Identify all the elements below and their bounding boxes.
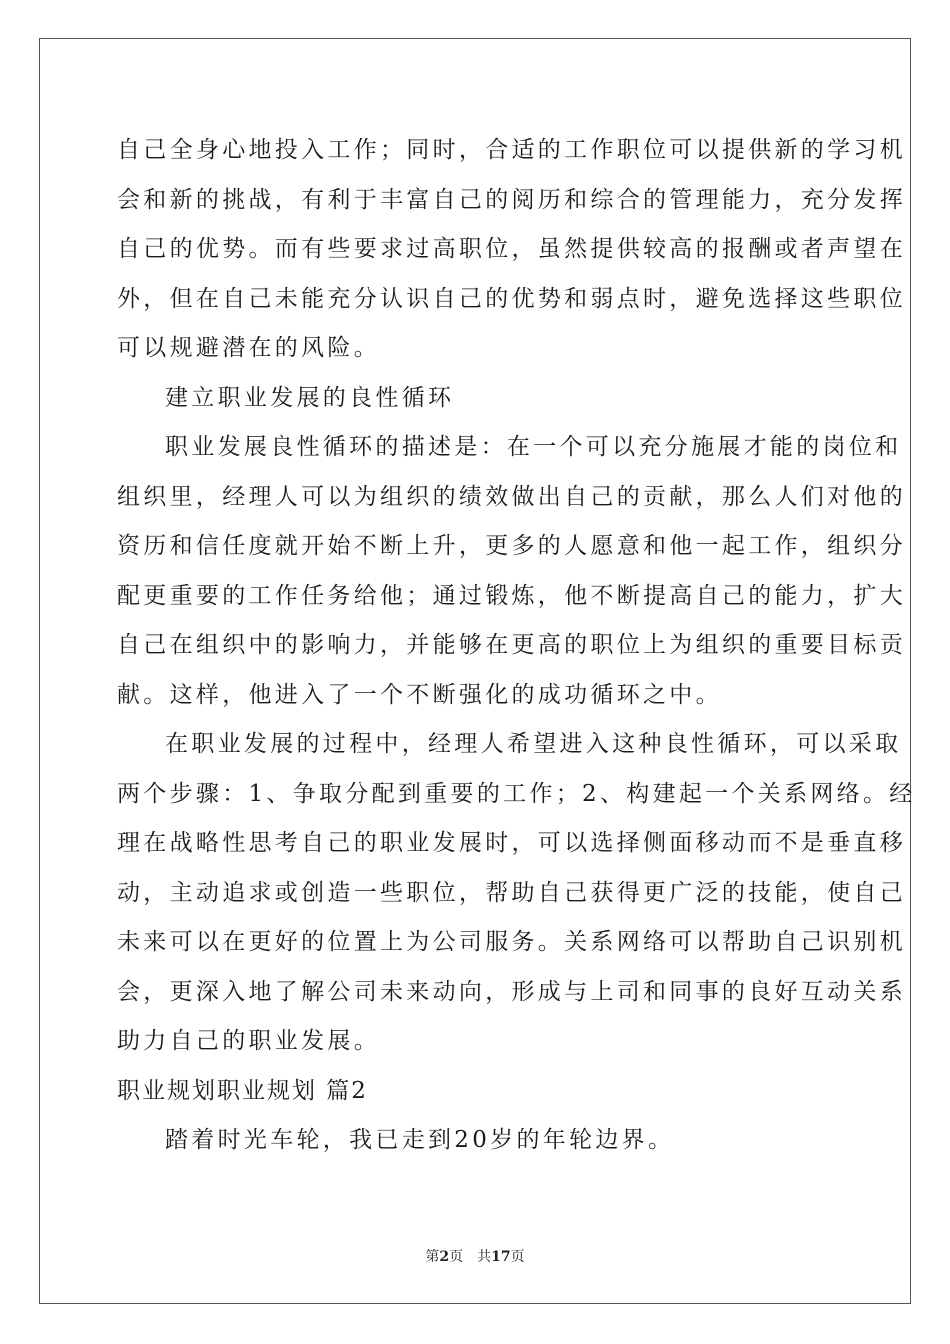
body-line-19: 助力自己的职业发展。 <box>117 1028 380 1054</box>
body-line-3: 自己的优势。而有些要求过高职位，虽然提供较高的报酬或者声望在 <box>117 236 906 262</box>
total-pages: 17 <box>491 1249 511 1265</box>
body-line-5: 可以规避潜在的风险。 <box>117 335 380 361</box>
body-line-1: 自己全身心地投入工作；同时，合适的工作职位可以提供新的学习机 <box>117 137 906 163</box>
page-suffix: 页 <box>449 1249 464 1265</box>
body-line-15: 理在战略性思考自己的职业发展时，可以选择侧面移动而不是垂直移 <box>117 830 906 856</box>
body-line-7: 职业发展良性循环的描述是：在一个可以充分施展才能的岗位和 <box>165 434 902 460</box>
body-line-14: 两个步骤：1、争取分配到重要的工作；2、构建起一个关系网络。经 <box>117 780 916 807</box>
body-line-11: 自己在组织中的影响力，并能够在更高的职位上为组织的重要目标贡 <box>117 632 906 658</box>
page-footer <box>0 1246 950 1266</box>
chapter-heading: 职业规划职业规划 篇2 <box>117 1077 368 1104</box>
body-line-2: 会和新的挑战，有利于丰富自己的阅历和综合的管理能力，充分发挥 <box>117 186 906 213</box>
section-heading: 建立职业发展的良性循环 <box>165 384 455 411</box>
body-line-21: 踏着时光车轮，我已走到20岁的年轮边界。 <box>165 1127 675 1153</box>
body-line-8: 组织里，经理人可以为组织的绩效做出自己的贡献，那么人们对他的 <box>117 483 906 510</box>
document-body <box>117 126 916 1166</box>
body-line-10: 配更重要的工作任务给他；通过锻炼，他不断提高自己的能力，扩大 <box>117 582 906 609</box>
total-prefix: 共 <box>477 1249 492 1265</box>
page-number: 2 <box>439 1249 450 1265</box>
total-suffix: 页 <box>510 1249 525 1265</box>
body-line-4: 外，但在自己未能充分认识自己的优势和弱点时，避免选择这些职位 <box>117 285 906 312</box>
body-line-16: 动，主动追求或创造一些职位，帮助自己获得更广泛的技能，使自己 <box>117 879 906 906</box>
body-line-17: 未来可以在更好的位置上为公司服务。关系网络可以帮助自己识别机 <box>117 929 906 955</box>
body-line-13: 在职业发展的过程中，经理人希望进入这种良性循环，可以采取 <box>165 731 902 757</box>
body-line-18: 会，更深入地了解公司未来动向，形成与上司和同事的良好互动关系 <box>117 978 906 1005</box>
page-prefix: 第 <box>425 1249 440 1265</box>
body-line-9: 资历和信任度就开始不断上升，更多的人愿意和他一起工作，组织分 <box>117 533 906 559</box>
body-line-12: 献。这样，他进入了一个不断强化的成功循环之中。 <box>117 681 722 708</box>
